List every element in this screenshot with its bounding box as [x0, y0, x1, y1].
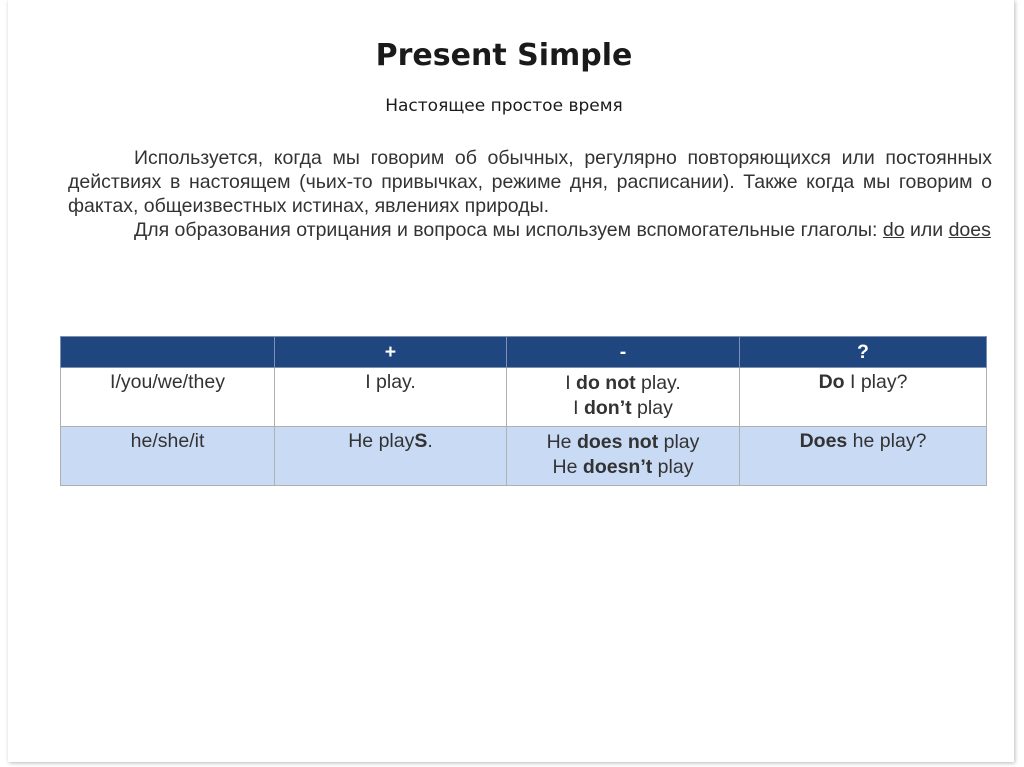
table-header-row	[61, 337, 987, 368]
aux-verb-do: do	[882, 219, 905, 241]
table-row	[61, 427, 987, 486]
auxiliary-paragraph-text: Для образования отрицания и вопроса мы используем вспомогательные глаголы:	[134, 219, 878, 241]
cell-subject: he/she/it	[61, 427, 275, 486]
cell-positive: I play.	[275, 368, 507, 427]
cell-negative	[507, 368, 740, 427]
aux-verb-does: does	[948, 219, 991, 241]
cell-subject: I/you/we/they	[61, 368, 275, 427]
explanation-text	[68, 146, 992, 242]
cell-question: Does he play?	[740, 427, 987, 486]
negative-full-form: He does not play	[546, 431, 700, 453]
cell-negative	[507, 427, 740, 486]
header-question: ?	[740, 337, 987, 368]
auxiliary-paragraph	[68, 218, 992, 242]
slide-subtitle: Настоящее простое время	[385, 96, 623, 116]
cell-positive: He playS.	[275, 427, 507, 486]
header-negative: -	[507, 337, 740, 368]
slide-title: Present Simple	[375, 38, 633, 73]
cell-question: Do I play?	[740, 368, 987, 427]
negative-short-form: I don’t play	[573, 397, 673, 419]
header-subject	[61, 337, 275, 368]
table-row	[61, 368, 987, 427]
present-simple-table	[60, 336, 987, 486]
header-positive: +	[275, 337, 507, 368]
negative-short-form: He doesn’t play	[552, 456, 694, 478]
negative-full-form: I do not play.	[565, 372, 681, 394]
usage-paragraph: Используется, когда мы говорим об обычных, регулярно повторяющихся или постоянных действиях в настоящем (чьих-то привычках, режиме дня, расписании). Также когда мы говорим о фактах, общеизвестных истинах, явлениях природы.	[68, 147, 992, 217]
aux-or-word: или	[909, 219, 944, 241]
